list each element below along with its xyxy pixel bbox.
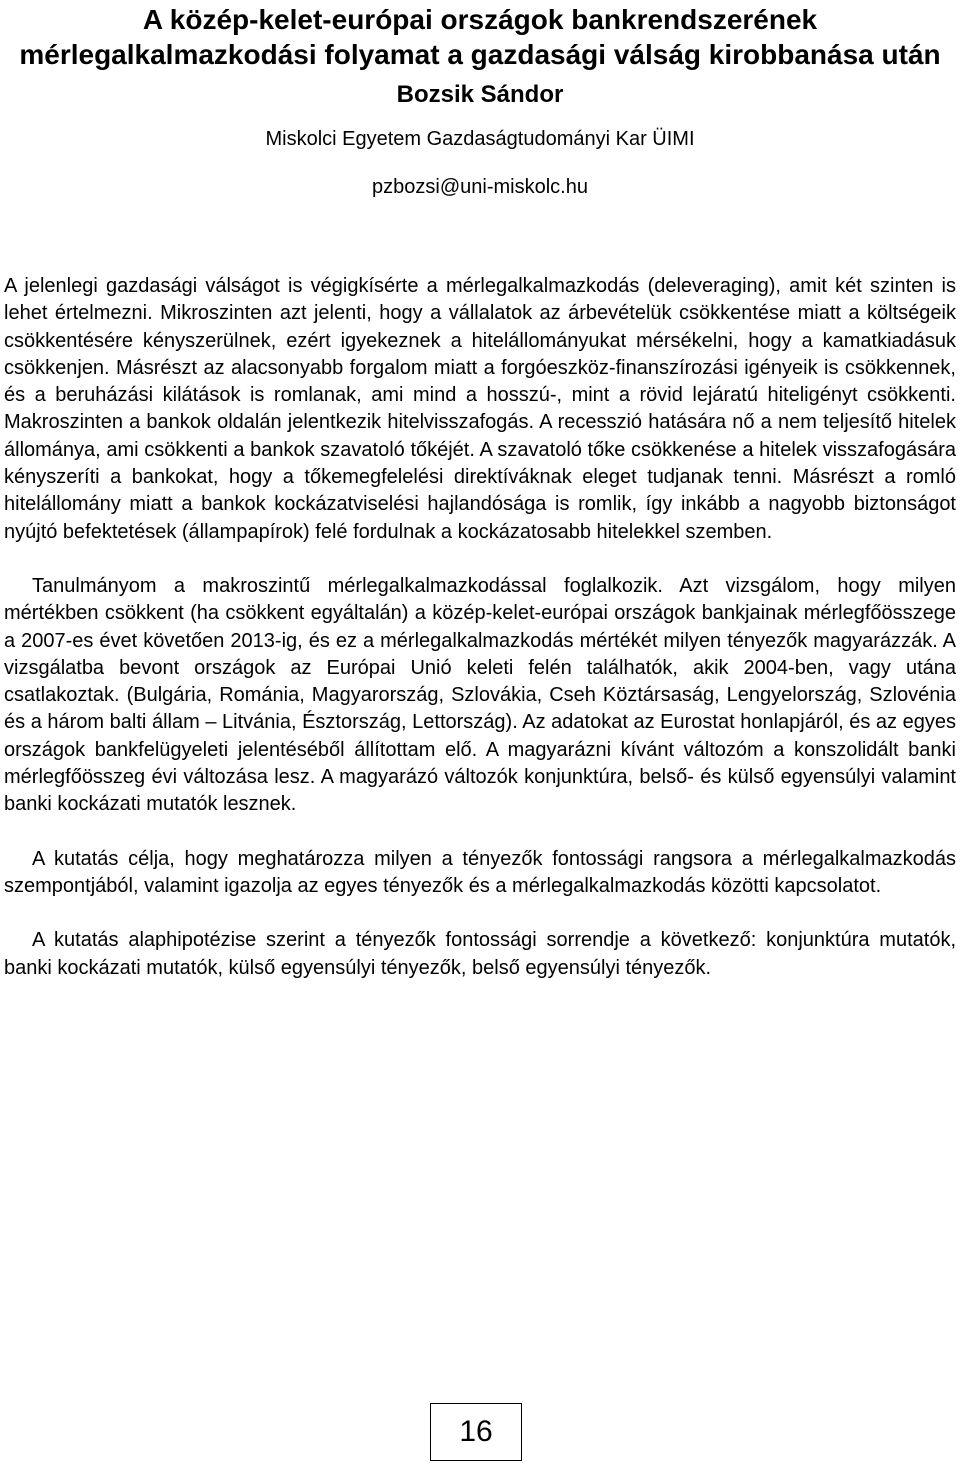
- paragraph-research-aim: A kutatás célja, hogy meghatározza milyen a tényezők fontossági rangsora a mérlegalkalmazkodás szempontjából, valamint igazolja az egyes tényezők és a mérlegalkalmazkodás közötti kapcsolatot.: [4, 847, 956, 897]
- author-affiliation: Miskolci Egyetem Gazdaságtudományi Kar ÜIMI: [265, 128, 695, 150]
- author-email: pzbozsi@uni-miskolc.hu: [372, 176, 588, 198]
- page-number: 16: [459, 1415, 493, 1448]
- body-text: [4, 273, 956, 982]
- page: [4, 0, 956, 982]
- paragraph-abstract: A jelenlegi gazdasági válságot is végigkísérte a mérlegalkalmazkodás (deleveraging), amit két szinten is lehet értelmezni. Mikroszinten azt jelenti, hogy a vállalatok az árbevételük csökkentése miatt a költségeik csökkentésére kényszerülnek, ezért igyekeznek a hitelállományukat mérsékelni, hogy a kamatkiadásuk csökkenjen. Másrészt az alacsonyabb forgalom miatt a forgóeszköz-finanszírozási igényeik is csökkennek, és a beruházási kilátások is romlanak, ami mind a hosszú-, mint a rövid lejáratú hiteligényt csökkenti. Makroszinten a bankok oldalán jelentkezik hitelvisszafogás. A recesszió hatására nő a nem teljesítő hitelek állománya, ami csökkenti a bankok szavatoló tőkéjét. A szavatoló tőke csökkenése a hitelek visszafogására kényszeríti a bankokat, hogy a tőkemegfelelési direktíváknak eleget tudjanak tenni. Másrészt a romló hitelállomány miatt a bankok kockázatviselési hajlandósága is romlik, így inkább a nagyobb biztonságot nyújtó befektetések (állampapírok) felé fordulnak a kockázatosabb hitelekkel szemben.: [4, 275, 956, 543]
- page-number-box: [430, 1403, 522, 1461]
- paragraph-hypothesis: A kutatás alaphipotézise szerint a tényezők fontossági sorrendje a következő: konjunktúra mutatók, banki kockázati mutatók, külső egyensúlyi tényezők, belső egyensúlyi tényezők.: [4, 929, 956, 979]
- author-name: Bozsik Sándor: [396, 81, 564, 108]
- paper-title: A közép-kelet-európai országok bankrendszerének mérlegalkalmazkodási folyamat a gazdasági válság kirobbanása után: [19, 4, 941, 70]
- paragraph-study-scope: Tanulmányom a makroszintű mérlegalkalmazkodással foglalkozik. Azt vizsgálom, hogy milyen mértékben csökkent (ha csökkent egyáltalán) a közép-kelet-európai országok bankjainak mérlegfőösszege a 2007-es évet követően 2013-ig, és ez a mérlegalkalmazkodás mértékét milyen tényezők magyarázzák. A vizsgálatba bevont országok az Európai Unió keleti felén találhatók, akik 2004-ben, vagy utána csatlakoztak. (Bulgária, Románia, Magyarország, Szlovákia, Cseh Köztársaság, Lengyelország, Szlovénia és a három balti állam – Litvánia, Észtország, Lettország). Az adatokat az Eurostat honlapjáról, és az egyes országok bankfelügyeleti jelentéséből állítottam elő. A magyarázni kívánt változóm a konszolidált banki mérlegfőösszeg évi változása lesz. A magyarázó változók konjunktúra, belső- és külső egyensúlyi valamint banki kockázati mutatók lesznek.: [4, 574, 956, 816]
